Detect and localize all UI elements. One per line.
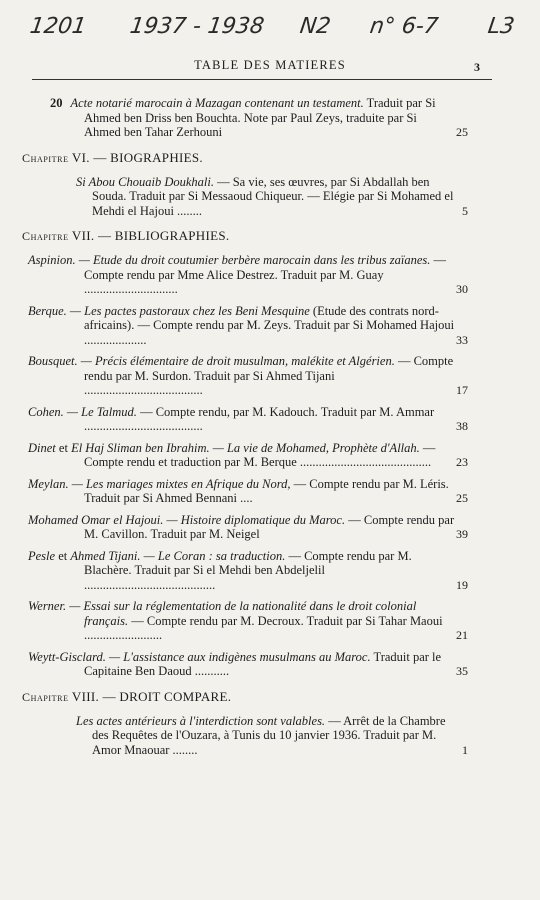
entry-page: 17 [456,383,468,397]
entry-author-2: Ahmed Tijani. [70,548,141,563]
entry-title: — Le Coran : sa traduction. [140,548,286,563]
page-number: 3 [474,60,480,74]
entry-details: — Compte rendu, par M. Kadouch. Traduit par M. Ammar ...................................... [84,404,435,433]
chapter-title: VI. — BIOGRAPHIES. [68,149,203,165]
chapter-heading-biographies [22,150,540,166]
entry-page: 35 [456,664,468,678]
handwritten-volume: N2 [298,14,333,39]
toc-entry-werner [28,599,540,643]
entry-page: 21 [456,628,468,642]
entry-title: — Histoire diplomatique du Maroc. [163,512,346,527]
toc-entry-aspinion [28,253,540,297]
entry-details: — Compte rendu par M. Cavillon. Traduit par M. Neigel [84,512,455,541]
entry-page: 39 [456,527,468,541]
toc-entry-pesle [28,549,540,593]
entry-author: Cohen. [28,404,64,419]
toc-entry-cohen [28,405,540,434]
chapter-heading-droit-compare [22,689,540,705]
toc-entry-berque [28,304,540,348]
entry-page: 19 [456,577,468,592]
entry-page: 30 [456,282,468,296]
toc-entry-abou-chouaib [76,175,540,219]
handwritten-number: 1201 [28,14,88,39]
toc-entry-weytt-gisclard [28,650,540,679]
entry-author: Werner. [28,599,67,613]
handwritten-annotations [0,14,540,44]
entry-author: Pesle [28,548,56,563]
entry-title: — Les pactes pastoraux chez les Beni Mesquine [66,303,310,318]
table-of-contents [0,96,540,764]
entry-title: — Précis élémentaire de droit musulman, malékite et Algérien. [77,354,395,368]
entry-number: 20 [50,96,63,110]
entry-title: Si Abou Chouaib Doukhali. [76,174,214,189]
entry-author: Berque. [28,303,67,318]
entry-author: Dinet [28,440,56,455]
entry-details: — Sa vie, ses œuvres, par Si Abdallah ben Souda. Traduit par Si Messaoud Chiqueur. — Elégie par Si Mohamed el Mehdi el Hajoui ........ [92,174,454,218]
toc-entry-meylan [28,477,540,506]
entry-page: 25 [456,491,468,505]
entry-details: Traduit par Si Ahmed ben Driss ben Bouchta. Note par Paul Zeys, traduite par Si Ahmed ben Tahar Zerhouni [84,96,436,139]
header-rule [32,79,492,80]
entry-author: Mohamed Omar el Hajoui. [28,512,164,527]
chapter-keyword: Chapitre [22,689,69,704]
toc-entry-dinet [28,441,540,470]
entry-details: — Arrêt de la Chambre des Requêtes de l'Ouzara, à Tunis du 10 janvier 1936. Traduit par M. Amor Mnaouar ........ [92,713,446,757]
entry-details: — Compte rendu par M. Decroux. Traduit par Si Tahar Maoui ......................... [84,613,443,642]
entry-details: — Compte rendu et traduction par M. Berque .......................................... [84,440,436,469]
chapter-title: VIII. — DROIT COMPARE. [68,688,232,704]
toc-entry-acte-notarie [50,96,540,140]
entry-details: — Compte rendu par M. Léris. Traduit par Si Ahmed Bennani .... [84,476,449,505]
entry-conjunction: et [55,440,72,455]
toc-entry-bousquet [28,354,540,398]
entry-title: Les actes antérieurs à l'interdiction sont valables. [76,713,326,728]
entry-title: — Etude du droit coutumier berbère marocain dans les tribus zaïanes. [75,253,431,267]
entry-page: 33 [456,332,468,347]
entry-details: — Compte rendu par Mme Alice Destrez. Traduit par M. Guay .............................. [84,253,447,296]
entry-title: Acte notarié marocain à Mazagan contenant un testament. [70,96,364,110]
entry-details: Traduit par le Capitaine Ben Daoud ........... [84,649,442,678]
entry-author-2: El Haj Sliman ben Ibrahim. [71,440,210,455]
entry-details: — Compte rendu par M. Surdon. Traduit par Si Ahmed Tijani ...................................... [84,354,454,397]
chapter-heading-bibliographies [22,228,540,244]
chapter-title: VII. — BIBLIOGRAPHIES. [68,228,230,243]
entry-author: Bousquet. [28,354,78,368]
entry-page: 25 [456,125,468,139]
entry-author: Weytt-Gisclard. [28,649,106,664]
entry-title: — Les mariages mixtes en Afrique du Nord, [68,476,291,491]
page-header-title: TABLE DES MATIERES [194,58,346,72]
entry-author: Meylan. [28,476,69,491]
entry-title: — Essai sur la réglementation de la nationalité dans le droit colonial français. [66,599,417,628]
handwritten-years: 1937 - 1938 [128,14,266,39]
entry-page: 1 [462,742,468,757]
toc-entry-actes-anterieurs [76,714,540,758]
entry-page: 23 [456,455,468,469]
entry-page: 38 [456,419,468,433]
toc-entry-hajoui [28,513,540,542]
entry-details: — Compte rendu par M. Blachère. Traduit par Si el Mehdi ben Abdeljelil .......................................... [84,548,412,592]
entry-page: 5 [462,203,468,218]
entry-title: — L'assistance aux indigènes musulmans au Maroc. [105,649,371,664]
chapter-keyword: Chapitre [22,150,69,165]
entry-title: — La vie de Mohamed, Prophète d'Allah. [209,440,420,455]
entry-details: (Etude des contrats nord-africains). — Compte rendu par M. Zeys. Traduit par Si Mohamed Hajoui .................... [84,303,455,347]
handwritten-shelf-mark: L3 [486,14,517,39]
chapter-keyword: Chapitre [22,229,69,243]
entry-author: Aspinion. [28,253,76,267]
handwritten-issue: n° 6-7 [368,14,440,39]
entry-title: — Le Talmud. [63,404,137,419]
entry-conjunction: et [55,548,71,563]
